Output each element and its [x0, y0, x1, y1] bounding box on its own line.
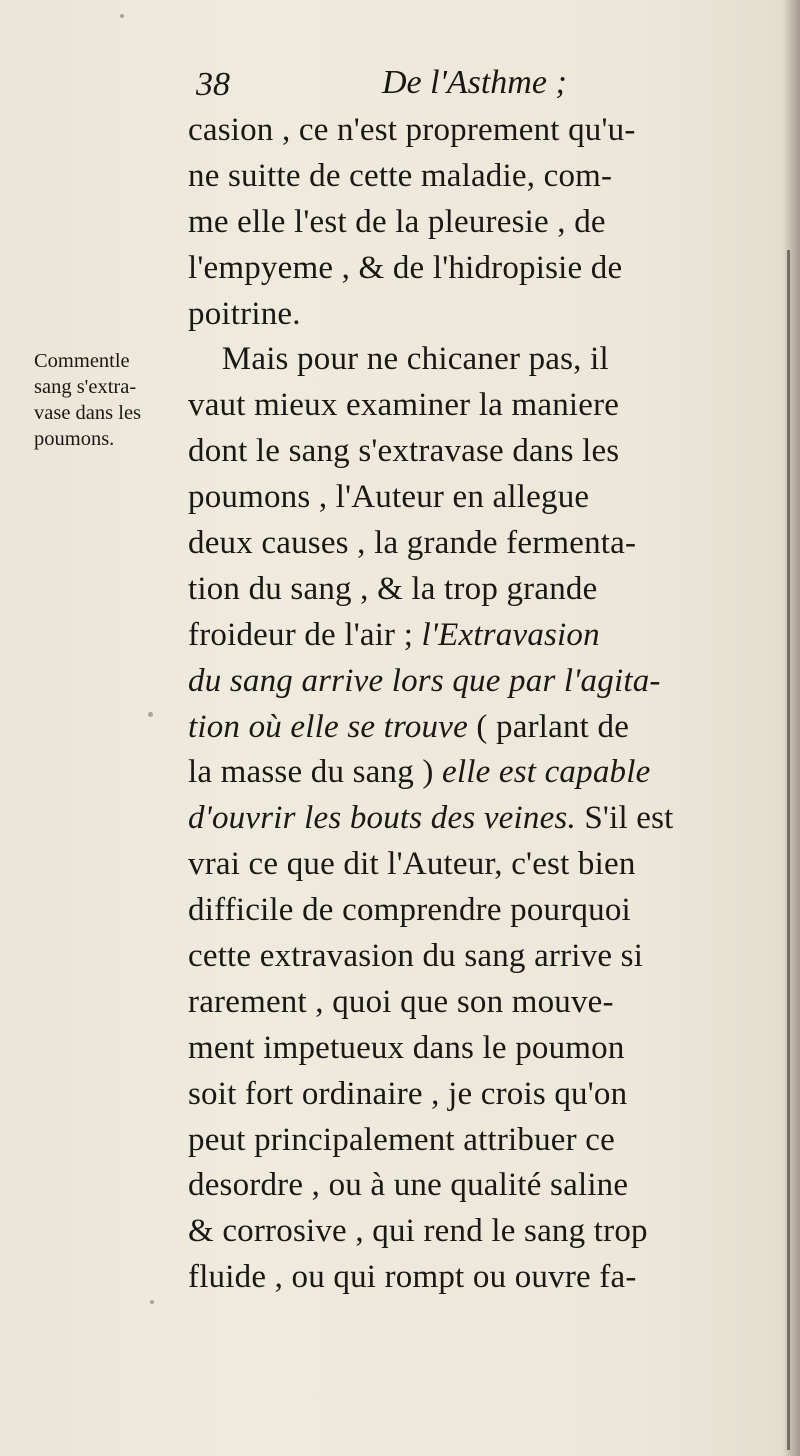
text-line: soit fort ordinaire , je crois qu'on: [188, 1075, 628, 1112]
paper-speck: [120, 14, 124, 18]
text-line: fluide , ou qui rompt ou ouvre fa-: [188, 1259, 637, 1296]
text-line: rarement , quoi que son mouve-: [188, 983, 614, 1020]
text-line: ment impetueux dans le poumon: [188, 1029, 625, 1066]
text-line: deux causes , la grande fermenta-: [188, 525, 637, 562]
text-line: & corrosive , qui rend le sang trop: [188, 1213, 648, 1250]
text-line: poumons , l'Auteur en allegue: [188, 479, 590, 516]
text-line: l'empyeme , & de l'hidropisie de: [188, 249, 623, 286]
text-line: difficile de comprendre pourquoi: [188, 892, 631, 929]
margin-note-line: sang s'extra-: [34, 376, 137, 398]
paper-speck: [150, 1300, 154, 1304]
text-line: poitrine.: [188, 295, 301, 332]
text-line: du sang arrive lors que par l'agita-: [188, 662, 661, 699]
page-edge-shadow: [782, 0, 800, 1456]
text-line: cette extravasion du sang arrive si: [188, 938, 644, 975]
text-line: desordre , ou à une qualité saline: [188, 1167, 629, 1204]
text-line: vrai ce que dit l'Auteur, c'est bien: [188, 846, 636, 883]
margin-note-line: poumons.: [34, 428, 115, 450]
text-line: d'ouvrir les bouts des veines. S'il est: [188, 800, 674, 837]
text-line: froideur de l'air ; l'Extravasion: [188, 616, 600, 653]
text-line: la masse du sang ) elle est capable: [188, 754, 651, 791]
text-line: tion du sang , & la trop grande: [188, 570, 598, 607]
text-line: dont le sang s'extravase dans les: [188, 433, 620, 470]
text-line: ne suitte de cette maladie, com-: [188, 157, 613, 194]
paper-speck: [148, 712, 153, 717]
text-line: vaut mieux examiner la maniere: [188, 387, 620, 424]
page-number: 38: [196, 66, 230, 103]
text-line: tion où elle se trouve ( parlant de: [188, 708, 630, 745]
page-header: [196, 60, 716, 110]
text-line: me elle l'est de la pleuresie , de: [188, 203, 606, 240]
margin-note-line: Commentle: [34, 350, 130, 372]
margin-note-line: vase dans les: [34, 402, 142, 424]
text-line: Mais pour ne chicaner pas, il: [188, 341, 609, 378]
body-text: [188, 108, 768, 1301]
margin-note: [34, 348, 204, 452]
text-line: casion , ce n'est proprement qu'u-: [188, 112, 636, 148]
text-line: peut principalement attribuer ce: [188, 1121, 615, 1158]
running-title: De l'Asthme ;: [382, 64, 567, 101]
page-edge-line: [787, 250, 790, 1450]
